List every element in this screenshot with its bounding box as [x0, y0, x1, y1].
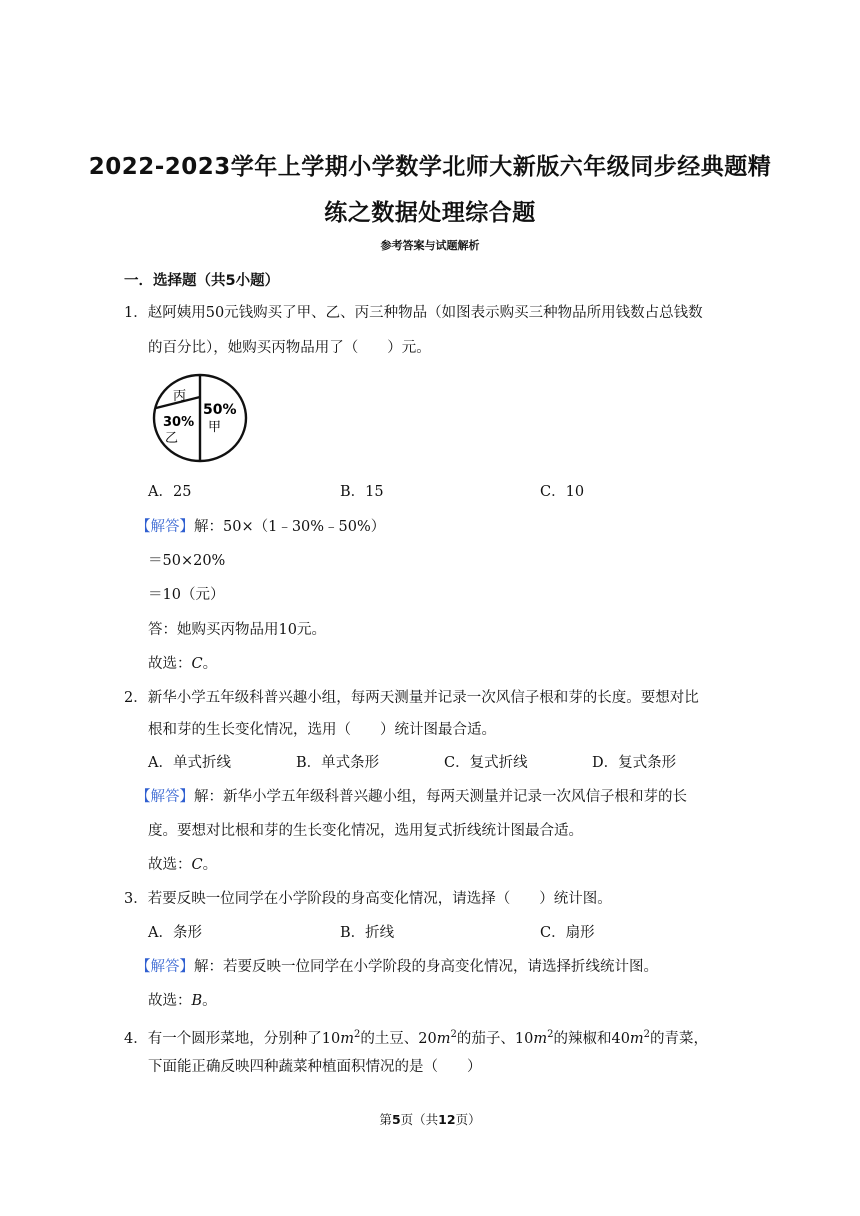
- q2-option-c: C．复式折线: [444, 755, 528, 771]
- q1-option-c: C．10: [540, 484, 585, 500]
- q3-solution-line-1: 【解答】解：若要反映一位同学在小学阶段的身高变化情况，请选择折线统计图。: [136, 959, 658, 975]
- q2-solution-line-1: 【解答】解：新华小学五年级科普兴趣小组，每两天测量并记录一次风信子根和芽的长: [136, 789, 687, 805]
- question-1-line-1: 1．赵阿姨用50元钱购买了甲、乙、丙三种物品（如图表示购买三种物品所用钱数占总钱数: [124, 305, 703, 321]
- q2-option-a: A．单式折线: [148, 755, 231, 771]
- document-subtitle: 参考答案与试题解析: [380, 239, 480, 252]
- document-title-line-1: 2022-2023学年上学期小学数学北师大新版六年级同步经典题精: [88, 154, 772, 180]
- question-2-line-2: 根和芽的生长变化情况，选用（ ）统计图最合适。: [148, 722, 496, 738]
- q1-choice: 故选：C。: [148, 656, 218, 672]
- q2-choice: 故选：C。: [148, 857, 218, 873]
- q3-option-c: C．扇形: [540, 925, 595, 941]
- pie-label-30-percent: 30%: [163, 415, 195, 430]
- q2-option-b: B．单式条形: [296, 755, 380, 771]
- q1-solution-line-3: ＝10（元）: [148, 587, 225, 603]
- document-title-line-2: 练之数据处理综合题: [324, 200, 536, 226]
- question-4-line-1: 4．有一个圆形菜地，分别种了$10m^2$的土豆、$20m^2$的茄子、$10m^2$的辣椒和$40m^2$的青菜，: [124, 1029, 709, 1047]
- q1-option-a: A．25: [148, 484, 192, 500]
- pie-label-jia: 甲: [208, 420, 222, 435]
- pie-label-bing: 丙: [173, 389, 187, 404]
- question-4-line-2: 下面能正确反映四种蔬菜种植面积情况的是（ ）: [148, 1059, 482, 1075]
- q1-solution-line-1: 【解答】解：50×（1﹣30%﹣50%）: [136, 519, 386, 535]
- pie-label-50-percent: 50%: [203, 402, 237, 418]
- question-3-line-1: 3．若要反映一位同学在小学阶段的身高变化情况，请选择（ ）统计图。: [124, 891, 612, 907]
- question-2-line-1: 2．新华小学五年级科普兴趣小组，每两天测量并记录一次风信子根和芽的长度。要想对比: [124, 690, 699, 706]
- q3-option-a: A．条形: [148, 925, 202, 941]
- page-footer: 第5页（共12页）: [379, 1112, 481, 1127]
- q1-solution-line-2: ＝50×20%: [148, 553, 226, 569]
- q1-solution-line-4: 答：她购买丙物品用10元。: [148, 622, 326, 638]
- question-1-line-2: 的百分比），她购买丙物品用了（ ）元。: [148, 340, 431, 356]
- q2-option-d: D．复式条形: [592, 755, 677, 771]
- q2-solution-line-2: 度。要想对比根和芽的生长变化情况，选用复式折线统计图最合适。: [148, 823, 583, 839]
- q3-choice: 故选：B。: [148, 993, 217, 1009]
- q1-option-b: B．15: [340, 484, 384, 500]
- section-heading: 一．选择题（共5小题）: [124, 273, 280, 289]
- pie-label-yi: 乙: [165, 431, 179, 446]
- answer-label: 【解答】: [136, 519, 194, 535]
- q3-option-b: B．折线: [340, 925, 395, 941]
- pie-chart-figure: [151, 372, 251, 466]
